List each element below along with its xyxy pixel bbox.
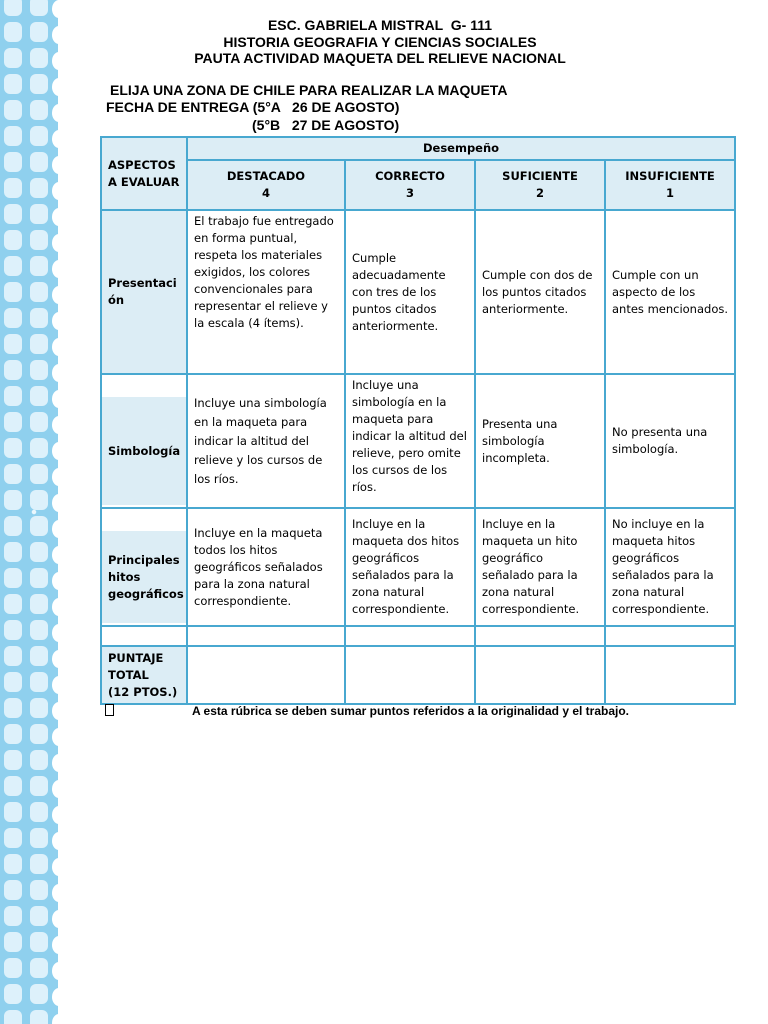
border-tile-column <box>4 0 22 1024</box>
border-scalloped-edge <box>58 0 68 1024</box>
rubric-cell: Cumple con un aspecto de los antes mencionados. <box>605 210 735 374</box>
performance-header: Desempeño <box>187 137 735 160</box>
levels-header-row <box>101 160 735 210</box>
rubric-cell: Presenta una simbología incompleta. <box>475 374 605 508</box>
aspect-label: Simbología <box>102 397 186 505</box>
school-name: ESC. GABRIELA MISTRAL G- 111 <box>267 17 493 33</box>
rubric-cell: El trabajo fue entregado en forma puntual, respeta los materiales exigidos, los colores convencionales para representar el relieve y la escala (4 ítems). <box>187 210 345 374</box>
rubric-cell: Incluye una simbología en la maqueta para indicar la altitud del relieve y los cursos de los ríos. <box>187 374 345 508</box>
border-tile-column <box>30 0 48 1024</box>
total-cell <box>605 646 735 704</box>
aspect-cell <box>101 374 187 508</box>
document-header <box>100 17 660 67</box>
decorative-page-border <box>0 0 68 1024</box>
table-row <box>101 210 735 374</box>
level-header: INSUFICIENTE 1 <box>605 160 735 210</box>
rubric-cell: Incluye en la maqueta dos hitos geográficos señalados para la zona natural correspondiente. <box>345 508 475 626</box>
instruction-zone: ELIJA UNA ZONA DE CHILE PARA REALIZAR LA MAQUETA <box>110 82 508 98</box>
level-header: CORRECTO 3 <box>345 160 475 210</box>
rubric-cell: No presenta una simbología. <box>605 374 735 508</box>
aspect-label: Principales hitos geográficos <box>102 531 186 623</box>
instruction-due-date-5b: (5°B 27 DE AGOSTO) <box>252 117 400 133</box>
aspect-cell <box>101 508 187 626</box>
level-header: SUFICIENTE 2 <box>475 160 605 210</box>
total-cell <box>345 646 475 704</box>
total-row <box>101 646 735 704</box>
spacer-row <box>101 626 735 646</box>
rubric-table <box>100 136 736 705</box>
rubric-cell: Cumple adecuadamente con tres de los puntos citados anteriormente. <box>345 210 475 374</box>
rubric-cell: Incluye en la maqueta un hito geográfico señalado para la zona natural correspondiente. <box>475 508 605 626</box>
rubric-cell: Cumple con dos de los puntos citados anteriormente. <box>475 210 605 374</box>
rubric-cell: No incluye en la maqueta hitos geográficos señalados para la zona natural correspondiente. <box>605 508 735 626</box>
spacer-cell <box>101 626 187 646</box>
aspects-header: ASPECTOS A EVALUAR <box>101 137 187 210</box>
total-cell <box>187 646 345 704</box>
rubric-cell: Incluye en la maqueta todos los hitos geográficos señalados para la zona natural correspondiente. <box>187 508 345 626</box>
bullet-box-icon <box>105 704 114 716</box>
table-row <box>101 508 735 626</box>
document-title: PAUTA ACTIVIDAD MAQUETA DEL RELIEVE NACIONAL <box>194 50 566 66</box>
total-cell <box>475 646 605 704</box>
subject-name: HISTORIA GEOGRAFIA Y CIENCIAS SOCIALES <box>223 33 537 50</box>
footer-note: A esta rúbrica se deben sumar puntos referidos a la originalidad y el trabajo. <box>192 704 630 718</box>
rubric-header-row <box>101 137 735 160</box>
level-header: DESTACADO 4 <box>187 160 345 210</box>
rubric-cell: Incluye una simbología en la maqueta para indicar la altitud del relieve, pero omite los cursos de los ríos. <box>345 374 475 508</box>
aspect-label: Presentación <box>101 210 187 374</box>
instruction-due-date-5a: FECHA DE ENTREGA (5°A 26 DE AGOSTO) <box>106 99 400 115</box>
table-row <box>101 374 735 508</box>
total-label: PUNTAJE TOTAL (12 PTOS.) <box>101 646 187 704</box>
